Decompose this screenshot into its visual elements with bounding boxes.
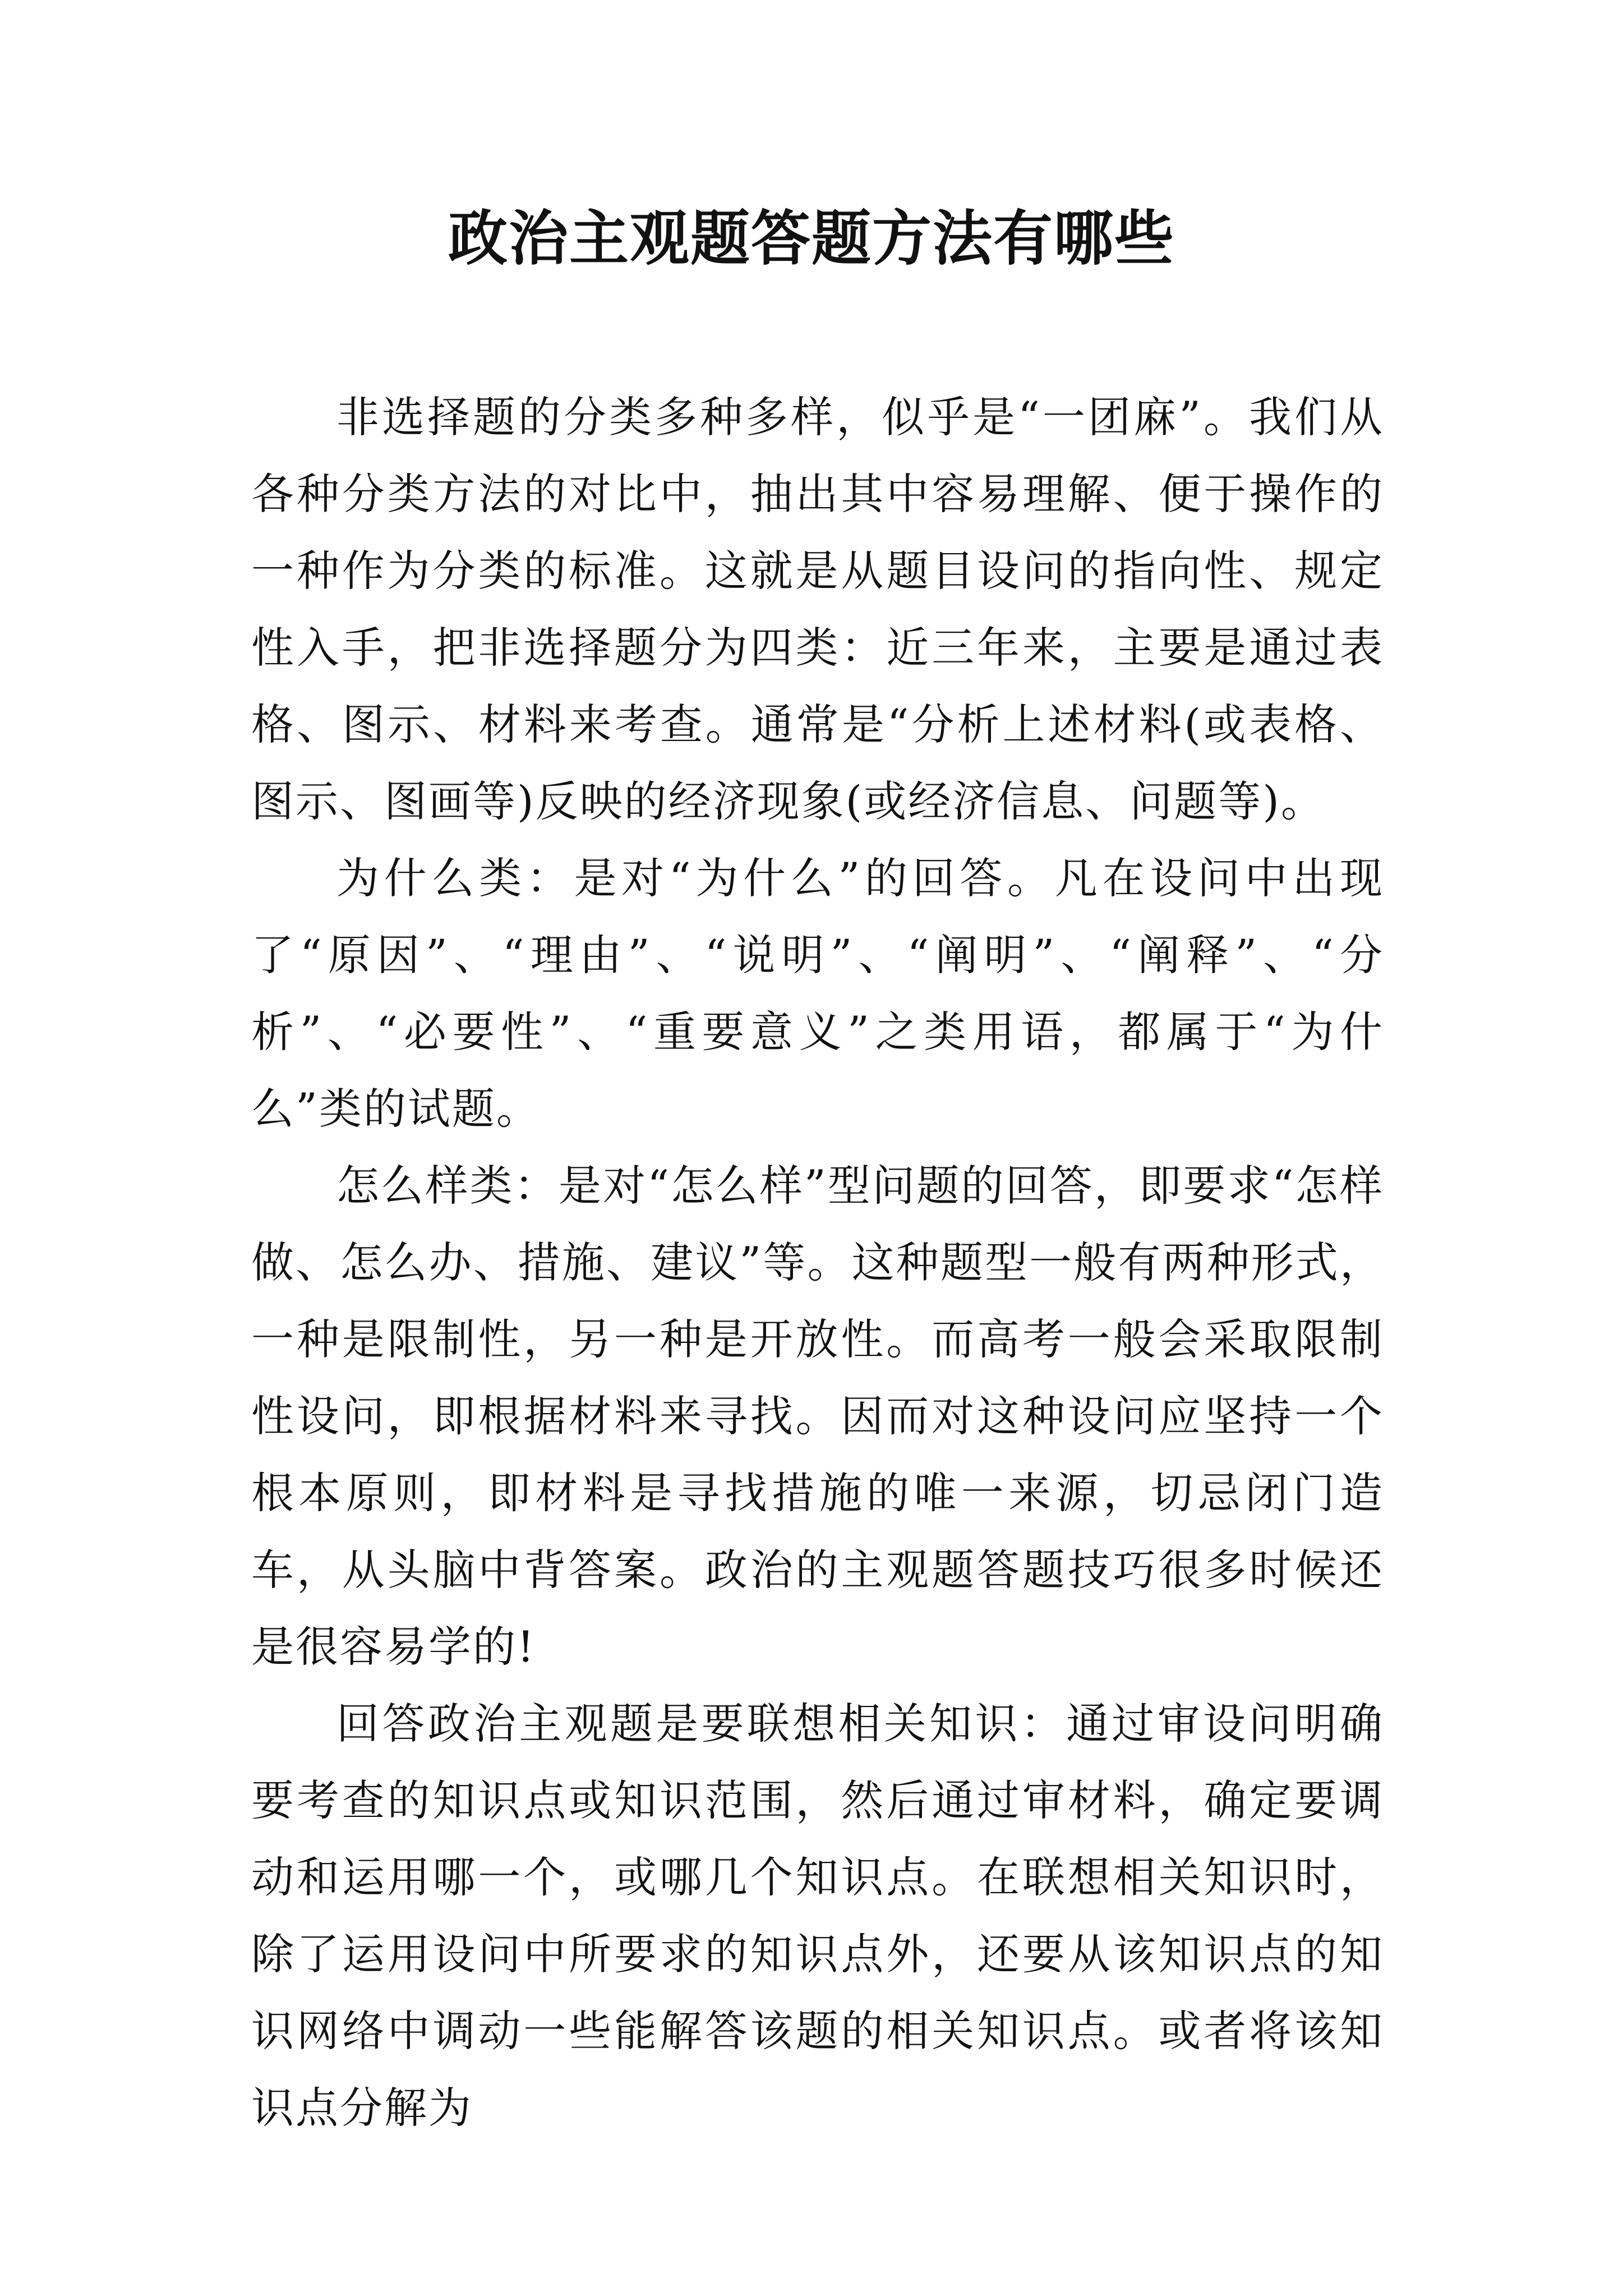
paragraph-how-type: 怎么样类：是对“怎么样”型问题的回答，即要求“怎样做、怎么办、措施、建议”等。这种题型一般有两种形式，一种是限制性，另一种是开放性。而高考一般会采取限制性设问，即根据材料来寻找。因而对这种设问应坚持一个根本原则，即材料是寻找措施的唯一来源，切忌闭门造车，从头脑中背答案。政治的主观题答题技巧很多时候还是很容易学的! [251, 1161, 1384, 1672]
paragraph-related-knowledge: 回答政治主观题是要联想相关知识：通过审设问明确要考查的知识点或知识范围，然后通过审材料，确定要调动和运用哪一个，或哪几个知识点。在联想相关知识时，除了运用设问中所要求的知识点外，还要从该知识点的知识网络中调动一些能解答该题的相关知识点。或者将该知识点分解为 [251, 1699, 1384, 2133]
paragraph-why-type: 为什么类：是对“为什么”的回答。凡在设问中出现了“原因”、“理由”、“说明”、“阐明”、“阐释”、“分析”、“必要性”、“重要意义”之类用语，都属于“为什么”类的试题。 [251, 853, 1384, 1134]
document-body [251, 379, 1384, 2146]
page-title: 政治主观题答题方法有哪些 [448, 203, 1175, 273]
paragraph-classification: 非选择题的分类多种多样，似乎是“一团麻”。我们从各种分类方法的对比中，抽出其中容易理解、便于操作的一种作为分类的标准。这就是从题目设问的指向性、规定性入手，把非选择题分为四类：近三年来，主要是通过表格、图示、材料来考查。通常是“分析上述材料(或表格、图示、图画等)反映的经济现象(或经济信息、问题等)。 [251, 392, 1384, 826]
